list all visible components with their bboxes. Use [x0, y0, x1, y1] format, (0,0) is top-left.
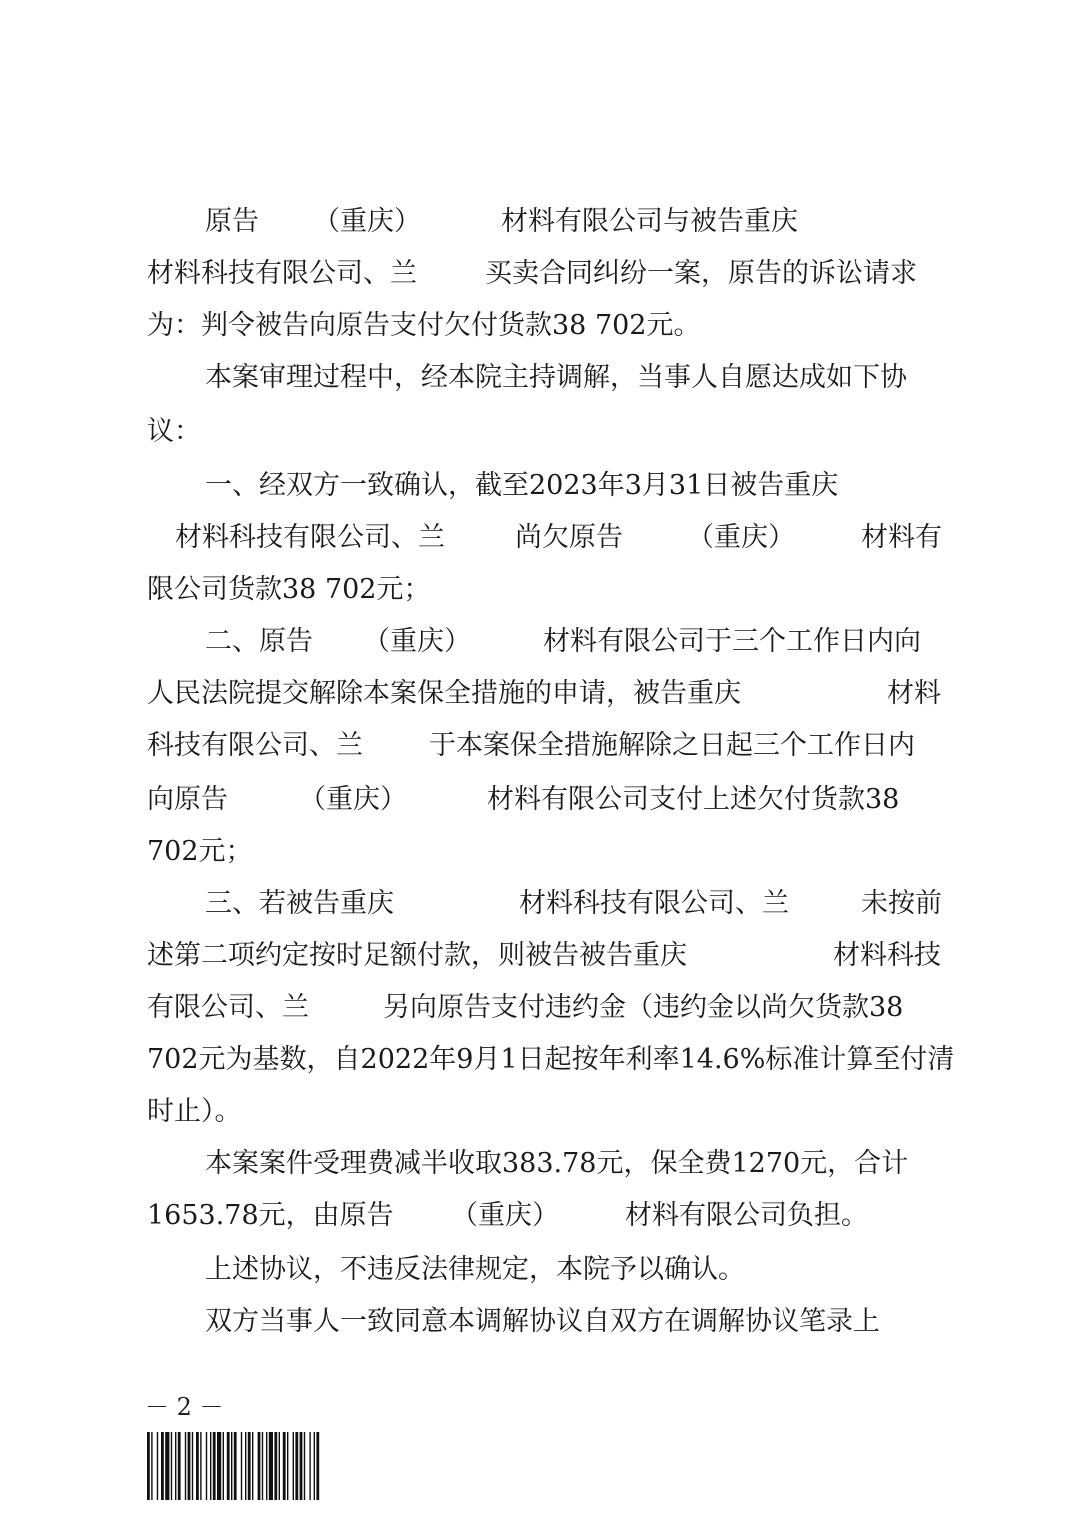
text-segment: 三、若被告重庆 [205, 888, 394, 919]
text-segment: 未按前 [861, 888, 942, 919]
barcode-bar [279, 1432, 280, 1500]
barcode-bar [316, 1432, 319, 1500]
barcode-bar [300, 1432, 303, 1500]
text-segment: （重庆） [687, 522, 795, 553]
text-segment: 双方当事人一致同意本调解协议自双方在调解协议笔录上 [205, 1306, 880, 1337]
barcode-bar [262, 1432, 263, 1500]
text-line [147, 986, 947, 1030]
text-line [147, 252, 947, 296]
barcode-bar [196, 1432, 199, 1500]
barcode-bar [234, 1432, 237, 1500]
page-number: － 2 － [145, 1393, 224, 1421]
barcode-bar [157, 1432, 158, 1500]
barcode-bar [192, 1432, 193, 1500]
barcode-bar [293, 1432, 294, 1500]
barcode-bar [269, 1432, 273, 1500]
text-segment: 原告 [205, 206, 259, 237]
text-segment: 材料有限公司负担。 [625, 1200, 868, 1231]
barcode-bar [295, 1432, 298, 1500]
text-line [147, 1248, 947, 1292]
barcode-bar [206, 1432, 207, 1500]
text-segment: 材料有限公司支付上述欠付货款38 [487, 784, 900, 815]
text-segment: 尚欠原告 [515, 522, 623, 553]
text-segment: 述第二项约定按时足额付款，则被告被告重庆 [147, 940, 687, 971]
text-segment: 本案审理过程中，经本院主持调解，当事人自愿达成如下协 [205, 362, 907, 393]
text-segment: 一、经双方一致确认，截至2023年3月31日被告重庆 [205, 470, 839, 501]
barcode-bar [151, 1432, 152, 1500]
text-segment: 二、原告 [205, 626, 313, 657]
barcode-bar [258, 1432, 261, 1500]
text-segment: 人民法院提交解除本案保全措施的申请，被告重庆 [147, 678, 741, 709]
barcode-bar [248, 1432, 251, 1500]
text-line [147, 830, 947, 874]
text-line [147, 516, 947, 560]
text-segment: 买卖合同纠纷一案，原告的诉讼请求 [485, 258, 917, 289]
text-segment: 时止）。 [147, 1096, 242, 1127]
text-segment: （重庆） [313, 206, 421, 237]
barcode-bar [274, 1432, 277, 1500]
text-segment: 材料科技 [833, 940, 941, 971]
text-line [147, 568, 947, 612]
barcode-bar [175, 1432, 176, 1500]
text-segment: 上述协议，不违反法律规定，本院予以确认。 [205, 1254, 745, 1285]
text-segment: 702元为基数，自2022年9月1日起按年利率14.6%标准计算至付清 [147, 1044, 955, 1075]
barcode-bar [304, 1432, 305, 1500]
barcode-bar [165, 1432, 169, 1500]
text-segment: 另向原告支付违约金（违约金以尚欠货款38 [383, 992, 904, 1023]
barcode-bar [227, 1432, 230, 1500]
barcode-bar [210, 1432, 211, 1500]
text-line [147, 464, 947, 508]
text-line [147, 1090, 947, 1134]
text-segment: 科技有限公司、兰 [147, 730, 363, 761]
barcode-bar [252, 1432, 253, 1500]
text-segment: 向原告 [147, 784, 228, 815]
barcode-bar [178, 1432, 181, 1500]
text-segment: （重庆） [299, 784, 407, 815]
barcode-bar [223, 1432, 224, 1500]
text-segment: 材料科技有限公司、兰 [175, 522, 445, 553]
text-segment: 1653.78元，由原告 [147, 1200, 394, 1231]
barcode-bar [147, 1432, 150, 1500]
text-segment: 材料有限公司于三个工作日内向 [543, 626, 921, 657]
barcode-bar [241, 1432, 242, 1500]
text-segment: 材料科技有限公司、兰 [147, 258, 417, 289]
text-segment: 材料有限公司与被告重庆 [501, 206, 798, 237]
barcode-bar [188, 1432, 191, 1500]
barcode-bar [245, 1432, 246, 1500]
text-segment: 本案案件受理费减半收取383.78元，保全费1270元，合计 [205, 1148, 909, 1179]
barcode-bar [231, 1432, 232, 1500]
barcode-bar [171, 1432, 172, 1500]
text-line [147, 724, 947, 768]
text-line [147, 934, 947, 978]
barcode-icon [147, 1432, 387, 1500]
text-segment: 为：判令被告向原告支付欠付货款38 702元。 [147, 310, 701, 341]
text-segment: 材料有 [861, 522, 942, 553]
barcode-bar [314, 1432, 315, 1500]
text-segment: 有限公司、兰 [147, 992, 309, 1023]
barcode-bar [161, 1432, 164, 1500]
text-line [147, 1142, 947, 1186]
barcode-bar [287, 1432, 288, 1500]
text-line [147, 304, 947, 348]
text-line [147, 356, 947, 400]
barcode-bar [217, 1432, 221, 1500]
text-line [147, 1038, 955, 1082]
barcode-bar [185, 1432, 186, 1500]
barcode-bar [283, 1432, 286, 1500]
text-line [147, 620, 947, 664]
barcode-bar [266, 1432, 267, 1500]
text-line [147, 672, 947, 716]
barcode-bar [309, 1432, 310, 1500]
text-segment: 议： [147, 416, 201, 447]
text-line [147, 410, 947, 454]
text-segment: 限公司货款38 702元； [147, 574, 431, 605]
text-line [147, 1300, 947, 1344]
text-segment: 材料科技有限公司、兰 [519, 888, 789, 919]
text-segment: （重庆） [363, 626, 471, 657]
barcode-bar [200, 1432, 201, 1500]
text-line [147, 882, 947, 926]
text-segment: 于本案保全措施解除之日起三个工作日内 [429, 730, 915, 761]
text-line [147, 778, 947, 822]
barcode-bar [213, 1432, 216, 1500]
text-segment: （重庆） [451, 1200, 559, 1231]
text-line [147, 200, 947, 244]
text-segment: 702元； [147, 836, 253, 867]
text-segment: 材料 [887, 678, 941, 709]
text-line [147, 1194, 947, 1238]
